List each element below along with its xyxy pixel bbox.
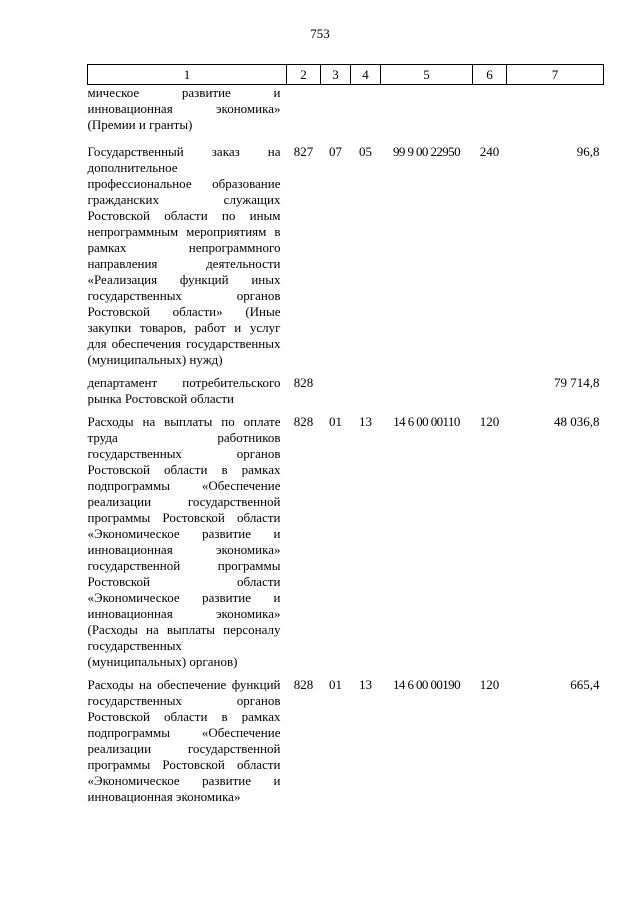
row-target-article xyxy=(381,85,473,134)
row-ministry-code: 828 xyxy=(293,375,314,390)
table-row xyxy=(88,133,604,368)
row-name: департамент потребительского рынка Ростовской области xyxy=(87,375,281,406)
column-header-2: 2 xyxy=(287,65,321,85)
row-ministry-code: 827 xyxy=(293,144,314,159)
row-expense-type xyxy=(473,368,507,407)
column-header-4: 4 xyxy=(351,65,381,85)
row-section: 01 xyxy=(329,414,342,429)
table-row xyxy=(88,368,604,407)
row-target-article: 14 6 00 00110 xyxy=(393,414,460,429)
row-target-article xyxy=(381,368,473,407)
row-target-article: 99 9 00 22950 xyxy=(393,144,460,159)
row-section xyxy=(321,368,351,407)
row-name: Расходы на обеспечение функций государственных органов Ростовской области в рамках подпрограммы «Обеспечение реализации государственной программы Ростовской области «Экономическое развитие и инновационная экономика» xyxy=(87,677,281,804)
row-section xyxy=(321,85,351,134)
row-subsection xyxy=(351,368,381,407)
budget-table xyxy=(87,64,604,805)
table-row xyxy=(88,670,604,805)
row-amount xyxy=(507,85,604,134)
table-row xyxy=(88,407,604,670)
row-subsection xyxy=(351,85,381,134)
row-ministry-code xyxy=(287,85,321,134)
row-ministry-code: 828 xyxy=(293,677,314,692)
row-amount: 79 714,8 xyxy=(554,375,600,390)
row-target-article: 14 6 00 00190 xyxy=(393,677,460,692)
row-name: Расходы на выплаты по оплате труда работников государственных органов Ростовской области в рамках подпрограммы «Обеспечение реализации государственной программы Ростовской области «Экономическое развитие и инновационная экономика» государственной программы Ростовской области «Экономическое развитие и инновационная экономика» (Расходы на выплаты персоналу государственных (муниципальных) органов) xyxy=(87,414,281,669)
column-header-5: 5 xyxy=(381,65,473,85)
row-amount: 665,4 xyxy=(570,677,600,692)
row-subsection: 13 xyxy=(359,677,372,692)
row-section: 07 xyxy=(329,144,342,159)
table-header-row xyxy=(88,65,604,85)
page-number: 753 xyxy=(310,26,330,41)
row-expense-type: 120 xyxy=(479,414,500,429)
row-name: мическое развитие и инновационная экономика» (Премии и гранты) xyxy=(87,85,281,132)
row-name: Государственный заказ на дополнительное профессиональное образование гражданских служащих Ростовской области по иным непрограммным мероприятиям в рамках непрограммного направления деятельности «Реализация функций иных государственных органов Ростовской области» (Иные закупки товаров, работ и услуг для обеспечения государственных (муниципальных) нужд) xyxy=(87,144,281,367)
row-subsection: 05 xyxy=(359,144,372,159)
column-header-1: 1 xyxy=(88,65,287,85)
table-row xyxy=(88,85,604,134)
row-amount: 96,8 xyxy=(576,144,600,159)
row-section: 01 xyxy=(329,677,342,692)
column-header-7: 7 xyxy=(507,65,604,85)
row-amount: 48 036,8 xyxy=(554,414,600,429)
column-header-6: 6 xyxy=(473,65,507,85)
row-ministry-code: 828 xyxy=(293,414,314,429)
column-header-3: 3 xyxy=(321,65,351,85)
row-subsection: 13 xyxy=(359,414,372,429)
row-expense-type xyxy=(473,85,507,134)
row-expense-type: 120 xyxy=(479,677,500,692)
row-expense-type: 240 xyxy=(479,144,500,159)
